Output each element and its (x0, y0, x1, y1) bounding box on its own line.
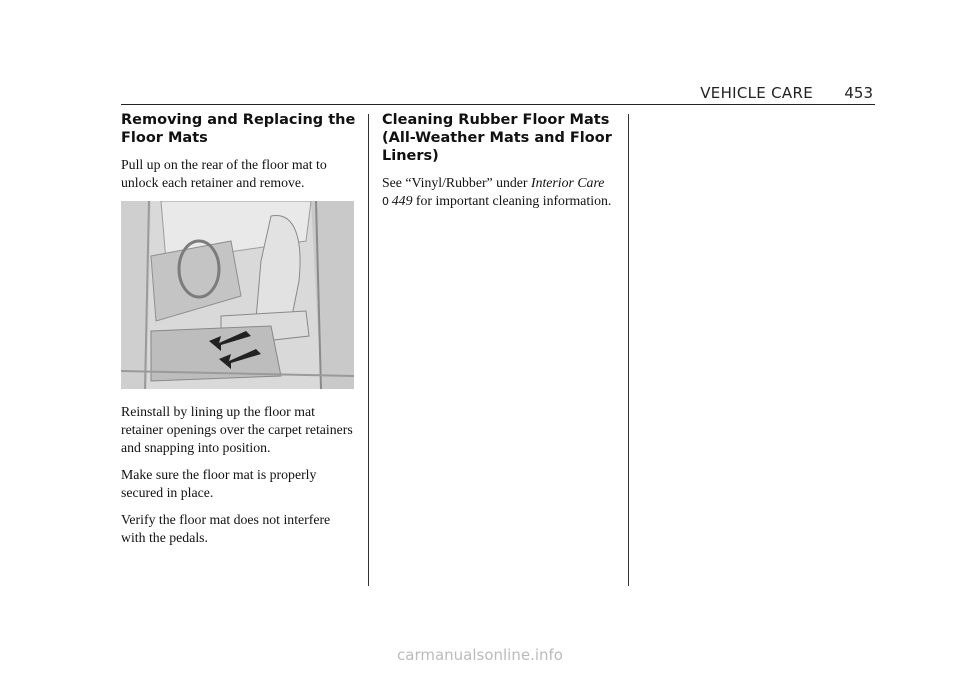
floor-mat-illustration (121, 201, 354, 389)
page-reference-number[interactable]: 449 (391, 193, 413, 208)
paragraph-pedals: Verify the floor mat does not interfere with the pedals. (121, 512, 331, 545)
car-interior-drawing (121, 201, 354, 389)
heading-cleaning-rubber-mats: Cleaning Rubber Floor Mats (All-Weather Mats and Floor Liners) (382, 112, 612, 164)
interior-care-link[interactable]: Interior Care (530, 175, 605, 190)
paragraph-secured: Make sure the floor mat is properly secured in place. (121, 467, 317, 500)
paragraph-reinstall: Reinstall by lining up the floor mat retainer openings over the carpet retainers and snapping into position. (121, 404, 353, 455)
middle-column (382, 111, 616, 220)
paragraph-see-vinyl (382, 174, 616, 211)
see-text: See “Vinyl/Rubber” under (382, 175, 531, 190)
left-column (121, 111, 357, 556)
cleaning-info-text: for important cleaning information. (412, 193, 612, 208)
page-number: 453 (844, 84, 873, 102)
column-divider-1 (368, 114, 369, 586)
section-title: VEHICLE CARE (700, 84, 813, 102)
watermark-footer (0, 646, 960, 664)
column-divider-2 (628, 114, 629, 586)
heading-removing-floor-mats: Removing and Replacing the Floor Mats (121, 112, 356, 146)
watermark-text: carmanualsonline.info (397, 646, 563, 664)
paragraph-pull-up: Pull up on the rear of the floor mat to unlock each retainer and remove. (121, 157, 327, 190)
page-reference-icon: 0 (382, 195, 389, 208)
page-header (121, 84, 875, 105)
